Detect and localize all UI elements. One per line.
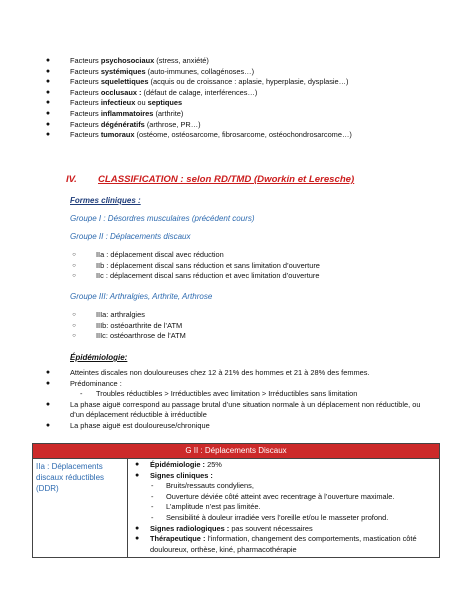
ddr-table [32,443,440,558]
list-item: ● Facteurs dégénératifs (arthrose, PR…) [45,119,201,129]
list-item: ○ IIIa: arthralgies [96,310,186,321]
list-item: ● La phase aiguë est douloureuse/chronique [45,420,210,430]
list-subitem: - Bruits/ressauts condyliens, [151,481,254,491]
etiology-factor-list [45,56,352,141]
bullet-icon: ● [45,99,51,107]
list-item: ● Prédominance : [45,378,122,388]
list-item: ● Signes cliniques : [135,470,213,480]
bullet-icon: ● [45,67,51,75]
bullet-icon: ● [45,109,51,117]
bullet-icon: ● [135,535,140,543]
circle-bullet-icon: ○ [72,322,76,329]
list-item: ● Thérapeutique : l’information, changement des comportements, mastication côté douloureux, orthèse, kiné, pharmacothérapie [135,534,417,554]
group-3-heading: Groupe III: Arthralgies, Arthrite, Arthrose [70,292,213,301]
circle-bullet-icon: ○ [72,262,76,269]
bullet-icon: ● [45,400,51,408]
section-title: IV. CLASSIFICATION : selon RD/TMD (Dworkin et Leresche) [66,174,355,185]
table-header: G II : Déplacements Discaux [33,444,440,459]
list-item: ● Épidémiologie : 25% [135,460,222,469]
dash-icon: - [151,512,154,522]
bullet-icon: ● [45,369,51,376]
circle-bullet-icon: ○ [72,252,76,258]
list-subitem: - L’amplitude n’est pas limitée. [151,502,261,512]
circle-bullet-icon: ○ [72,312,76,318]
list-item: ● Facteurs psychosociaux (stress, anxiété) [45,56,209,65]
bullet-icon: ● [45,120,51,128]
list-subitem: - Sensibilité à douleur irradiée vers l’oreille et/ou le masseter profond. [151,512,389,522]
group-1-heading: Groupe I : Désordres musculaires (précédent cours) [70,214,255,223]
list-item: ● Facteurs tumoraux (ostéome, ostéosarcome, fibrosarcome, ostéochondrosarcome…) [45,130,352,140]
list-subitem: - Ouverture déviée côté atteint avec recentrage à l’ouverture maximale. [151,491,395,501]
list-item: ● Atteintes discales non douloureuses chez 12 à 21% des hommes et 21 à 28% des femmes. [45,368,370,377]
list-item: ● Facteurs inflammatoires (arthrite) [45,108,184,118]
bullet-icon: ● [45,421,51,429]
epidemiology-list [45,368,430,432]
list-item: ○ IIb : déplacement discal sans réduction et sans limitation d’ouverture [96,261,320,272]
list-item: ○ IIIb: ostéoarthrite de l’ATM [96,321,186,332]
list-item: ○ IIIc: ostéoarthrose de l’ATM [96,331,186,342]
list-item: ● Facteurs systémiques (auto-immunes, collagénoses…) [45,66,255,76]
list-item: ● Facteurs infectieux ou septiques [45,98,183,108]
bullet-icon: ● [135,471,140,479]
list-item: ● La phase aiguë correspond au passage brutal d’une situation normale à un déplacement non réductible, ou d’un déplacement réductible à irréductible [45,399,421,420]
group-2-heading: Groupe II : Déplacements discaux [70,232,191,241]
epidemiology-heading: Épidémiologie: [70,353,128,362]
bullet-icon: ● [45,131,51,139]
list-item: ○ IIa : déplacement discal avec réduction [96,250,320,261]
table-row-label: IIa : Déplacements discaux réductibles (DDR) [33,459,128,558]
dash-icon: - [151,481,154,491]
list-item: ○ IIc : déplacement discal sans réduction et avec limitation d’ouverture [96,271,320,282]
list-subitem: - Troubles réductibles > Irréductibles avec limitation > Irréductibles sans limitation [80,389,358,399]
list-item: ● Facteurs squelettiques (acquis ou de croissance : aplasie, hyperplasie, dysplasie…) [45,77,349,87]
circle-bullet-icon: ○ [72,273,76,280]
formes-cliniques-heading: Formes cliniques : [70,196,141,205]
dash-icon: - [151,491,154,501]
circle-bullet-icon: ○ [72,333,76,340]
bullet-icon: ● [45,57,51,64]
bullet-icon: ● [45,379,51,387]
group-3-list [72,310,186,342]
list-item: ● Facteurs occlusaux : (défaut de calage, interférences…) [45,87,258,97]
bullet-icon: ● [45,88,51,96]
dash-icon: - [80,389,83,399]
bullet-icon: ● [45,78,51,86]
list-item: ● Signes radiologiques : pas souvent nécessaires [135,523,313,533]
table-row-content [128,459,440,558]
group-2-list [72,250,320,282]
bullet-icon: ● [135,524,140,532]
dash-icon: - [151,502,154,512]
bullet-icon: ● [135,461,140,468]
